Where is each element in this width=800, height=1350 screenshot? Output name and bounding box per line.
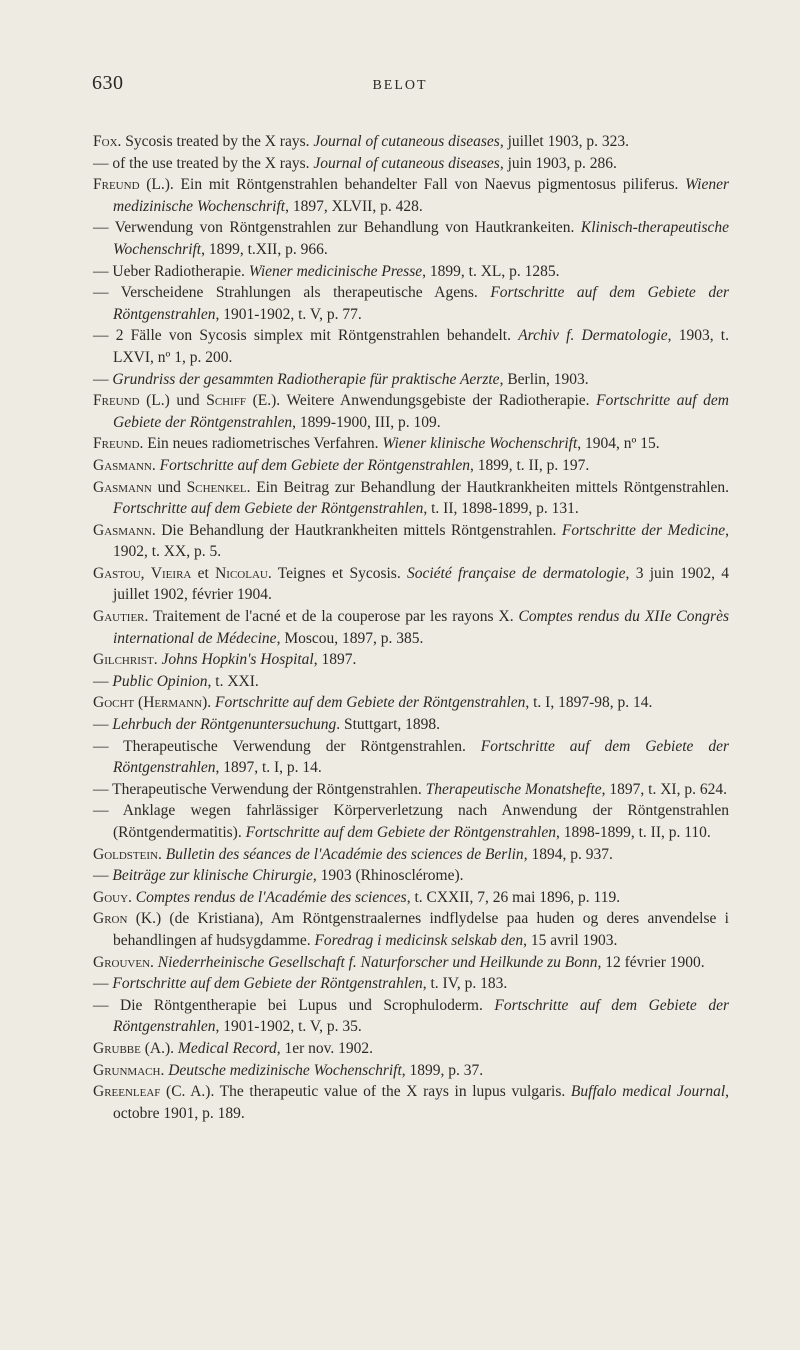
title-italic: Journal of cutaneous diseases [313,154,500,172]
title-italic: Bulletin des séances de l'Académie des sciences de Berlin [165,845,524,863]
entry-text: . [150,953,158,971]
title-italic: Fortschritte auf dem Gebiete der Röntgenstrahlen [113,392,729,431]
title-italic: Journal of cutaneous diseases [313,133,500,150]
entry-text: . [151,456,160,474]
entry-text: — [93,672,113,690]
bibliography-entry [93,153,729,175]
entry-text: , t. I, 1897-98, p. 14. [525,694,653,712]
entry-text: , 15 avril 1903. [523,931,618,949]
entry-text: , t. XXI. [207,672,259,690]
author-name: Hermann [143,694,203,712]
author-name: Schenkel [186,478,247,496]
title-italic: Comptes rendus du XIIe Congrès international de Médecine [113,608,729,647]
title-italic: Johns Hopkin's Hospital [161,651,314,669]
entry-text: , 1899, p. 37. [401,1061,484,1079]
title-italic: Archiv f. Dermatologie [518,327,668,345]
title-italic: Fortschritte auf dem Gebiete der Röntgenstrahlen [245,824,556,841]
title-italic: Grundriss der gesammten Radiotherapie für praktische Aerzte [112,370,500,388]
author-name: Freund [93,176,140,194]
bibliography-entry [93,369,729,391]
bibliography-entry [93,887,729,909]
entry-text: , Berlin, 1903. [499,370,589,388]
entry-text: , 1903 (Rhinosclérome). [312,867,464,885]
title-italic: Public Opinion [112,672,208,690]
title-italic: Niederrheinische Gesellschaft f. Naturforscher und Heilkunde zu Bonn [157,953,598,971]
author-name: Gilchrist [93,651,154,669]
entry-text: — Verscheidene Strahlungen als therapeutische Agens. [93,284,491,302]
bibliography-entry [93,282,729,325]
author-name: Gastou [93,564,141,582]
entry-text: , octobre 1901, p. 189. [113,1083,729,1122]
author-name: Freund [93,435,140,453]
entry-text: , 1897, XLVII, p. 428. [285,197,423,215]
bibliography-entry [93,779,729,801]
author-name: Nicolau [215,564,268,582]
bibliography-entry [93,477,729,520]
title-italic: Société française de dermatologie [406,564,626,582]
bibliography-entry [93,261,729,283]
bibliography-entry [93,390,729,433]
bibliography-entry [93,908,729,951]
title-italic: Wiener medizinische Wochenschrift [113,176,729,215]
entry-text: — Therapeutische Verwendung der Röntgenstrahlen. [93,780,426,798]
author-name: Freund [93,392,140,410]
author-name: Schiff [206,392,247,410]
entry-text: . Traitement de l'acné et de la couperose par les rayons X. [144,608,519,626]
bibliography-entry [93,714,729,736]
entry-text: (C. A.). The therapeutic value of the X rays in lupus vulgaris. [160,1083,571,1101]
author-name: Gron [93,910,128,928]
title-italic: Fortschritte auf dem Gebiete der Röntgenstrahlen [113,500,424,518]
title-italic: Fortschritte auf dem Gebiete der Röntgenstrahlen [113,284,729,323]
author-name: Greenleaf [93,1083,161,1101]
entry-text: . Sycosis treated by the X rays. [117,133,314,150]
entry-text: — Anklage wegen fahrlässiger Körperverletzung nach Anwendung der Röntgenstrahlen (Röntgendermatitis). [93,802,729,841]
bibliography-entry [93,1038,729,1060]
entry-text: , Moscou, 1897, p. 385. [276,629,424,647]
title-italic: Lehrbuch der Röntgenuntersuchung [112,716,337,734]
entry-text: und [151,478,187,496]
title-italic: Beiträge zur klinische Chirurgie [112,867,313,885]
author-name: Fox [93,133,118,150]
entry-text: (L.). Ein mit Röntgenstrahlen behandelter Fall von Naevus pigmentosus piliferus. [139,176,686,194]
bibliography-entry [93,1060,729,1082]
entry-text: , 1904, nº 15. [577,435,660,453]
entry-text: , 12 février 1900. [597,953,705,971]
entry-text: — [93,975,113,993]
title-italic: Klinisch-therapeutische Wochenschrift [113,219,729,258]
entry-text: — Therapeutische Verwendung der Röntgenstrahlen. [93,737,481,755]
bibliography-entry [93,800,729,843]
entry-text: , juin 1903, p. 286. [499,154,617,172]
entry-text: , 1897, t. I, p. 14. [215,759,322,777]
entry-text: , 1902, t. XX, p. 5. [113,521,730,561]
entry-text: , 1903, t. LXVI, nº 1, p. 200. [113,327,729,366]
title-italic: Fortschritte auf dem Gebiete der Röntgenstrahlen [113,737,729,777]
entry-text: , 3 juin 1902, 4 juillet 1902, février 1904. [113,564,730,604]
title-italic: Therapeutische Monatshefte [425,780,602,798]
bibliography-entry [93,671,729,693]
author-name: Grouven [93,953,151,971]
title-italic: Fortschritte auf dem Gebiete der Röntgenstrahlen [112,975,423,993]
entry-text: (A.). [140,1039,178,1057]
bibliography-entry [93,131,729,153]
entry-text: , 1899-1900, III, p. 109. [292,413,441,431]
bibliography-entry [93,973,729,995]
entry-text: , 1er nov. 1902. [276,1039,374,1057]
entry-text: . Ein Beitrag zur Behandlung der Hautkrankheiten mittels Röntgenstrahlen. [246,478,730,496]
bibliography-entry [93,692,729,714]
entry-text: , t. CXXII, 7, 26 mai 1896, p. 119. [406,888,621,906]
title-italic: Wiener medicinische Presse [248,262,423,280]
entry-text: — 2 Fälle von Sycosis simplex mit Röntgenstrahlen behandelt. [93,327,519,345]
entry-text: — [93,867,113,885]
entry-text: , t. IV, p. 183. [422,975,508,993]
entry-text: , [140,564,151,582]
author-name: Goldstein [93,845,158,863]
bibliography-entry [93,736,729,779]
bibliography-list [93,131,729,1124]
author-name: Gasmann [93,521,152,539]
title-italic: Buffalo medical Journal [570,1083,726,1101]
entry-text: (E.). Weitere Anwendungsgebiste der Radiotherapie. [246,392,597,410]
entry-text: — [93,370,113,388]
entry-text: (L.) und [139,392,207,410]
entry-text: — of the use treated by the X rays. [93,154,314,172]
entry-text: ). [202,694,215,712]
author-name: Gouy [93,888,129,906]
entry-text: . Teignes et Sycosis. [267,564,407,582]
header-author: BELOT [372,78,428,93]
title-italic: Deutsche medizinische Wochenschrift [168,1061,402,1079]
author-name: Grunmach [93,1061,161,1079]
bibliography-entry [93,844,729,866]
entry-text: . [128,888,136,906]
bibliography-entry [93,520,729,563]
running-head [0,72,800,102]
bibliography-entry [93,433,729,455]
bibliography-entry [93,1081,729,1124]
title-italic: Medical Record [177,1039,277,1057]
entry-text: , 1901-1902, t. V, p. 77. [215,305,362,323]
bibliography-entry [93,325,729,368]
bibliography-entry [93,649,729,671]
entry-text: , 1897, t. XI, p. 624. [601,780,727,798]
entry-text: (K.) (de Kristiana), Am Röntgenstraalernes indflydelse paa huden og deres anvendelse i behandlingen af hudsygdamme. [113,910,729,949]
entry-text: , t. II, 1898-1899, p. 131. [423,500,579,518]
entry-text: . [160,1061,169,1079]
author-name: Gautier [93,608,145,626]
entry-text: ( [134,694,144,712]
title-italic: Fortschritte auf dem Gebiete der Röntgenstrahlen [113,996,729,1036]
author-name: Gocht [93,694,135,712]
entry-text: , 1901-1902, t. V, p. 35. [215,1018,362,1036]
author-name: Grubbe [93,1039,141,1057]
entry-text: , juillet 1903, p. 323. [499,133,629,150]
title-italic: Wiener klinische Wochenschrift [382,435,578,453]
title-italic: Comptes rendus de l'Académie des sciences [135,888,407,906]
entry-text: . Die Behandlung der Hautkrankheiten mittels Röntgenstrahlen. [151,521,562,539]
entry-text: — Verwendung von Röntgenstrahlen zur Behandlung von Hautkrankeiten. [93,219,581,237]
entry-text: — Ueber Radiotherapie. [93,262,249,280]
bibliography-entry [93,217,729,260]
entry-text: , 1899, t. XL, p. 1285. [422,262,560,280]
title-italic: Fortschritte auf dem Gebiete der Röntgenstrahlen [214,694,526,712]
entry-text: — [93,716,113,734]
bibliography-entry [93,865,729,887]
bibliography-entry [93,606,729,649]
entry-text: . [157,845,166,863]
bibliography-entry [93,952,729,974]
entry-text: , 1899, t. II, p. 197. [470,456,590,474]
title-italic: Fortschritte der Medicine [561,521,726,539]
entry-text: , 1897. [313,651,357,669]
page-number: 630 [92,72,124,94]
bibliography-entry [93,174,729,217]
entry-text: , 1894, p. 937. [523,845,613,863]
author-name: Gasmann [93,478,152,496]
author-name: Vieira [150,564,192,582]
entry-text: et [191,564,216,582]
entry-text: . Stuttgart, 1898. [336,716,440,734]
title-italic: Foredrag i medicinsk selskab den [314,931,524,949]
bibliography-entry [93,455,729,477]
title-italic: Fortschritte auf dem Gebiete der Röntgenstrahlen [159,456,470,474]
author-name: Gasmann [93,456,152,474]
entry-text: . Ein neues radiometrisches Verfahren. [139,435,383,453]
entry-text: . [153,651,162,669]
bibliography-entry [93,995,729,1038]
entry-text: — Die Röntgentherapie bei Lupus und Scrophuloderm. [93,996,495,1014]
entry-text: , 1899, t.XII, p. 966. [201,240,328,258]
bibliography-entry [93,563,729,606]
entry-text: , 1898-1899, t. II, p. 110. [555,824,711,841]
